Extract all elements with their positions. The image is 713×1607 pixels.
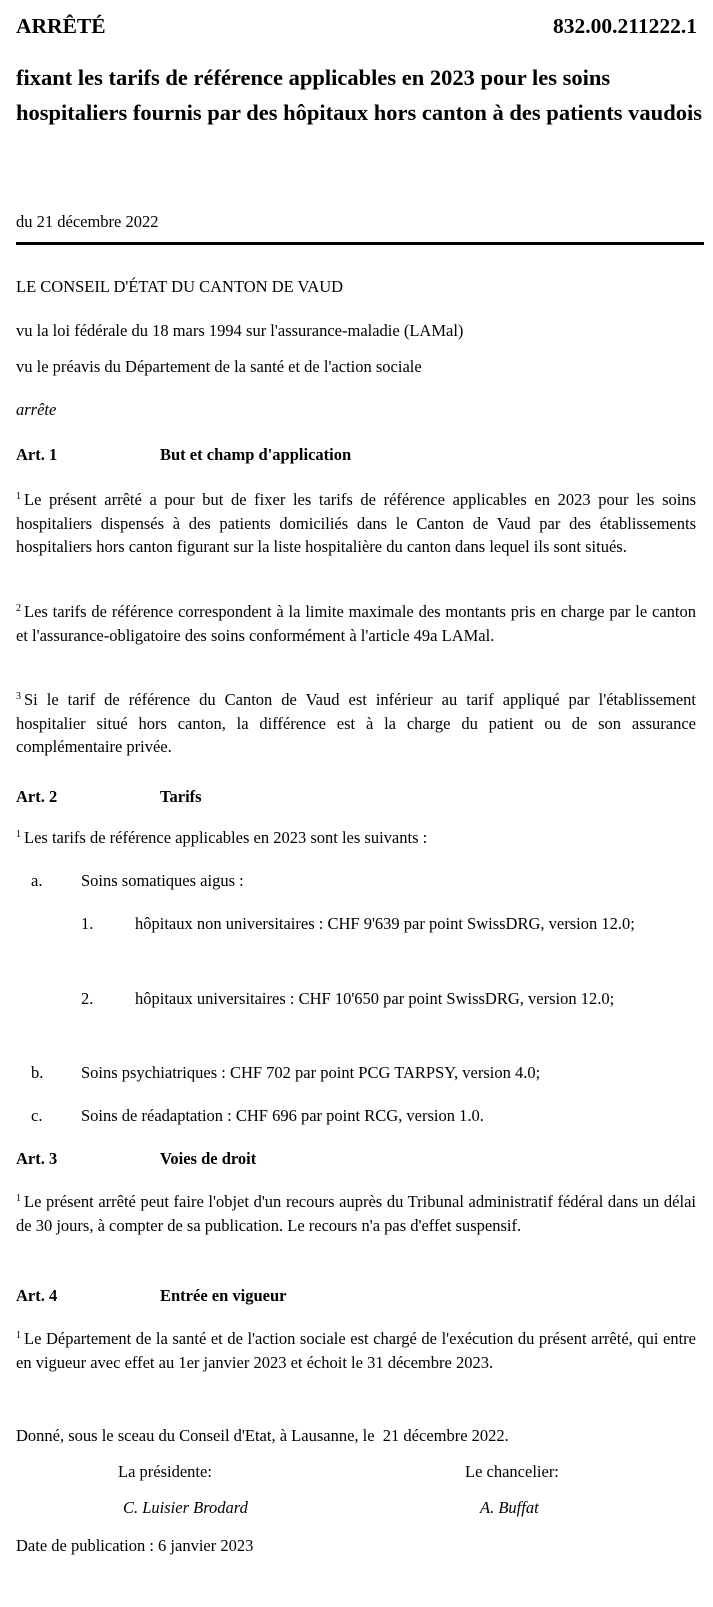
document-date: du 21 décembre 2022 [16,212,159,231]
list-marker-a: a. [31,871,43,890]
article-3-paragraph-1 [16,1190,696,1237]
article-4-number: Art. 4 [16,1286,58,1305]
article-4-title: Entrée en vigueur [160,1286,287,1305]
chancellor-label: Le chancelier: [465,1462,559,1481]
article-1-paragraph-2 [16,600,696,647]
given-at-statement: Donné, sous le sceau du Conseil d'Etat, à Lausanne, le 21 décembre 2022. [16,1426,509,1445]
header-divider [16,242,704,245]
considerant-law: vu la loi fédérale du 18 mars 1994 sur l'assurance-maladie (LAMal) [16,321,464,340]
issuing-authority: LE CONSEIL D'ÉTAT DU CANTON DE VAUD [16,277,344,296]
article-1-number: Art. 1 [16,445,58,464]
president-name: C. Luisier Brodard [123,1498,248,1517]
paragraph-text: Les tarifs de référence applicables en 2023 sont les suivants : [24,828,428,847]
article-2-paragraph-1 [16,826,696,850]
document-title: fixant les tarifs de référence applicables en 2023 pour les soins hospitaliers fournis par des hôpitaux hors canton à des patients vaudois [16,65,702,125]
list-marker-b: b. [31,1063,44,1082]
list-marker-c: c. [31,1106,43,1125]
list-item-c: Soins de réadaptation : CHF 696 par point RCG, version 1.0. [81,1106,484,1125]
article-1-title: But et champ d'application [160,445,352,464]
article-2-title: Tarifs [160,787,202,806]
publication-date: Date de publication : 6 janvier 2023 [16,1536,254,1555]
article-2-number: Art. 2 [16,787,58,806]
list-marker-a-2: 2. [81,989,94,1008]
paragraph-text: Le présent arrêté peut faire l'objet d'un recours auprès du Tribunal administratif fédéral dans un délai de 30 jours, à compter de sa publication. Le recours n'a pas d'effet suspensif. [16,1192,696,1235]
president-label: La présidente: [118,1462,212,1481]
list-item-a-1: hôpitaux non universitaires : CHF 9'639 par point SwissDRG, version 12.0; [135,914,635,933]
paragraph-number: 2 [16,602,21,614]
list-item-a: Soins somatiques aigus : [81,871,244,890]
article-4-paragraph-1 [16,1327,696,1374]
paragraph-text: Si le tarif de référence du Canton de Vaud est inférieur au tarif appliqué par l'établissement hospitalier situé hors canton, la différence est à la charge du patient ou de son assurance complémentaire privée. [16,690,696,756]
article-3-number: Art. 3 [16,1149,58,1168]
paragraph-text: Le Département de la santé et de l'action sociale est chargé de l'exécution du présent arrêté, qui entre en vigueur avec effet au 1er janvier 2023 et échoit le 31 décembre 2023. [16,1329,696,1372]
considerant-preavis: vu le préavis du Département de la santé et de l'action sociale [16,357,422,376]
article-1-paragraph-1 [16,488,696,559]
list-marker-a-1: 1. [81,914,94,933]
list-item-b: Soins psychiatriques : CHF 702 par point PCG TARPSY, version 4.0; [81,1063,541,1082]
decree-word: arrête [16,400,57,419]
chancellor-name: A. Buffat [480,1498,539,1517]
paragraph-number: 1 [16,490,21,502]
document-number: 832.00.211222.1 [553,14,697,38]
paragraph-number: 1 [16,828,21,840]
paragraph-number: 1 [16,1192,21,1204]
paragraph-number: 1 [16,1329,21,1341]
list-item-a-2: hôpitaux universitaires : CHF 10'650 par point SwissDRG, version 12.0; [135,989,615,1008]
paragraph-text: Les tarifs de référence correspondent à la limite maximale des montants pris en charge par le canton et l'assurance-obligatoire des soins conformément à l'article 49a LAMal. [16,602,696,645]
document-type: ARRÊTÉ [16,14,106,38]
paragraph-text: Le présent arrêté a pour but de fixer les tarifs de référence applicables en 2023 pour les soins hospitaliers dispensés à des patients domiciliés dans le Canton de Vaud par des établissements hospitaliers hors canton figurant sur la liste hospitalière du canton dans lequel ils sont situés. [16,490,696,556]
article-3-title: Voies de droit [160,1149,257,1168]
article-1-paragraph-3 [16,688,696,759]
paragraph-number: 3 [16,690,21,702]
